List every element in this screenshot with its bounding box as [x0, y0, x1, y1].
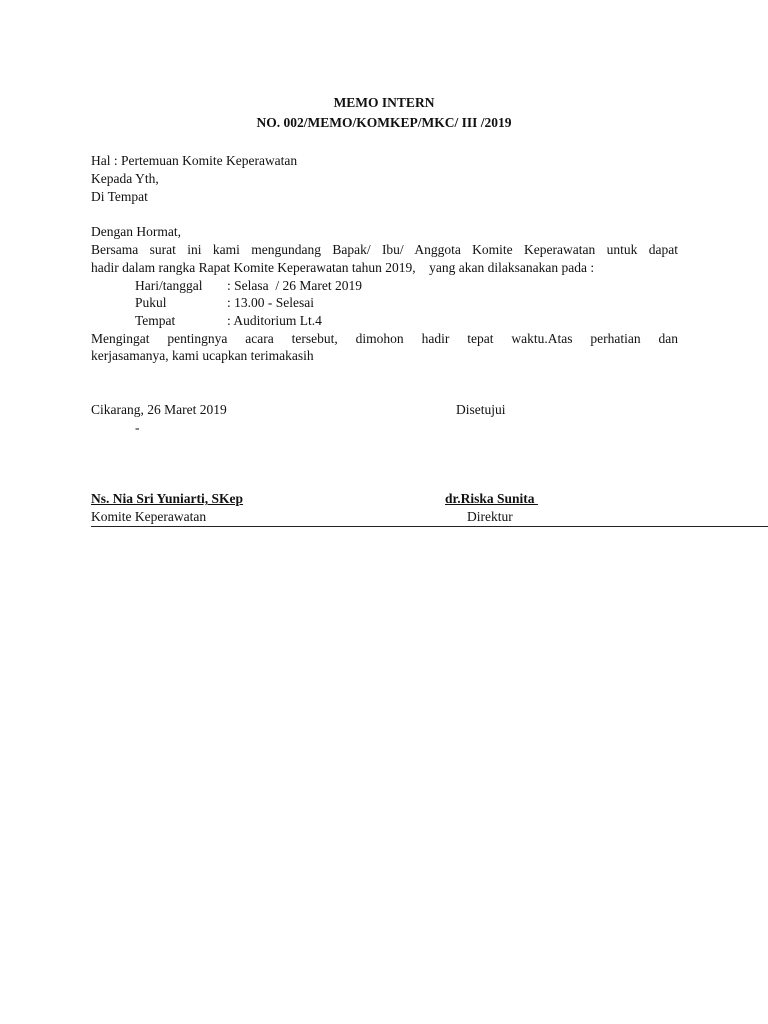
memo-closing-line-1: Mengingat pentingnya acara tersebut, dimohon hadir tepat waktu.Atas perhatian dan	[91, 331, 678, 346]
signer-right-name: dr.Riska Sunita	[445, 491, 538, 506]
memo-dash: -	[135, 420, 140, 435]
detail-value-day: : Selasa / 26 Maret 2019	[227, 278, 362, 293]
signer-left-name: Ns. Nia Sri Yuniarti, SKep	[91, 491, 244, 506]
detail-label-place: Tempat	[135, 313, 176, 328]
memo-closing-line-2: kerjasamanya, kami ucapkan terimakasih	[91, 348, 314, 363]
signer-left-role: Komite Keperawatan	[91, 509, 207, 524]
memo-subject: Hal : Pertemuan Komite Keperawatan	[91, 153, 298, 168]
memo-body-line-1: Bersama surat ini kami mengundang Bapak/ Ibu/ Anggota Komite Keperawatan untuk dapat	[91, 242, 678, 257]
signature-divider	[91, 526, 768, 527]
memo-place: Di Tempat	[91, 189, 148, 204]
memo-title: MEMO INTERN	[333, 95, 435, 110]
memo-date-place: Cikarang, 26 Maret 2019	[91, 402, 227, 417]
detail-value-time: : 13.00 - Selesai	[227, 295, 314, 310]
memo-greeting: Dengan Hormat,	[91, 224, 181, 239]
detail-label-time: Pukul	[135, 295, 167, 310]
detail-label-day: Hari/tanggal	[135, 278, 203, 293]
detail-value-place: : Auditorium Lt.4	[227, 313, 322, 328]
memo-number: NO. 002/MEMO/KOMKEP/MKC/ III /2019	[256, 115, 512, 130]
memo-body-line-2: hadir dalam rangka Rapat Komite Keperawatan tahun 2019, yang akan dilaksanakan pada :	[91, 260, 595, 275]
memo-recipient: Kepada Yth,	[91, 171, 159, 186]
signer-right-role: Direktur	[467, 509, 513, 524]
memo-approved-label: Disetujui	[456, 402, 506, 417]
